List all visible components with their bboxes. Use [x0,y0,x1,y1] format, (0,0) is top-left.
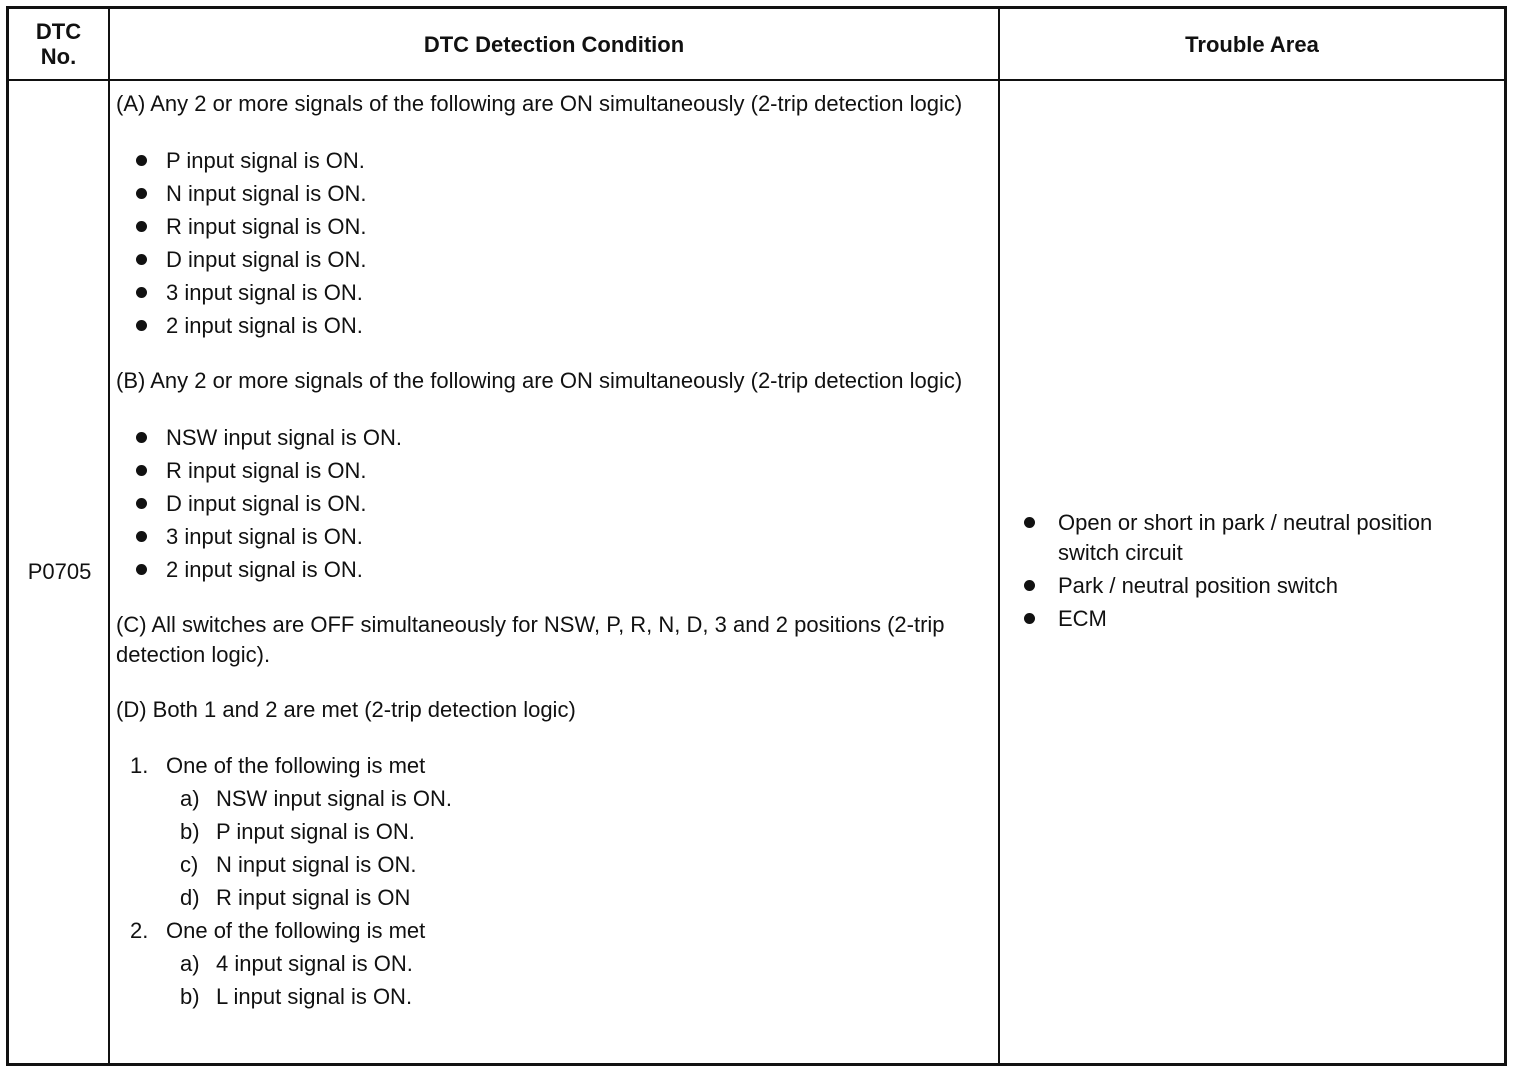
sub-item [116,881,996,914]
list-item: 3 input signal is ON. [116,276,996,309]
sub-item-text: NSW input signal is ON. [216,786,452,811]
list-item: ECM [1002,604,1504,634]
list-item: D input signal is ON. [116,487,996,520]
item-number: 2. [130,918,149,943]
list-item: R input signal is ON. [116,454,996,487]
dtc-code: P0705 [27,559,92,584]
sub-item-letter: c) [180,852,199,877]
list-item: 2 input signal is ON. [116,309,996,342]
condition-a-text: (A) Any 2 or more signals of the following are ON simultaneously (2-trip detection logic) [116,91,963,116]
header-trouble-area: Trouble Area [1185,31,1319,57]
sub-item [116,848,996,881]
condition-b-list [116,421,996,586]
sub-item-letter: b) [180,984,200,1009]
detection-condition-cell [116,89,996,1013]
sub-item [116,782,996,815]
list-item: NSW input signal is ON. [116,421,996,454]
item-number: 1. [130,753,149,778]
sub-item-text: L input signal is ON. [216,984,413,1009]
sub-item [116,815,996,848]
column-divider-2 [998,9,1000,1063]
numbered-item [116,914,996,947]
numbered-item [116,749,996,782]
sub-item [116,947,996,980]
condition-a-list [116,144,996,342]
list-item: N input signal is ON. [116,177,996,210]
item-text: One of the following is met [166,918,426,943]
condition-b-text: (B) Any 2 or more signals of the following are ON simultaneously (2-trip detection logic) [116,368,963,393]
dtc-table [6,6,1507,1066]
list-item: 3 input signal is ON. [116,520,996,553]
trouble-area-list [1002,508,1504,637]
list-item: P input signal is ON. [116,144,996,177]
header-dtc-no: DTC No. [35,19,82,69]
item-text: One of the following is met [166,753,426,778]
sub-item-letter: a) [180,951,200,976]
list-item: D input signal is ON. [116,243,996,276]
list-item: Park / neutral position switch [1002,571,1504,601]
list-item: R input signal is ON. [116,210,996,243]
sub-item-text: 4 input signal is ON. [216,951,413,976]
condition-c-text: (C) All switches are OFF simultaneously for NSW, P, R, N, D, 3 and 2 positions (2-trip detection logic). [116,612,945,667]
trouble-area-cell [1002,81,1504,1063]
condition-d-text: (D) Both 1 and 2 are met (2-trip detection logic) [116,697,576,722]
condition-d-list [116,749,996,1013]
header-detection-condition: DTC Detection Condition [423,31,685,57]
sub-item-text: N input signal is ON. [216,852,417,877]
list-item: Open or short in park / neutral position switch circuit [1002,508,1504,568]
sub-item-text: R input signal is ON [216,885,411,910]
sub-item-letter: d) [180,885,200,910]
sub-item [116,980,996,1013]
sub-item-letter: a) [180,786,200,811]
sub-item-text: P input signal is ON. [216,819,415,844]
sub-item-letter: b) [180,819,200,844]
list-item: 2 input signal is ON. [116,553,996,586]
